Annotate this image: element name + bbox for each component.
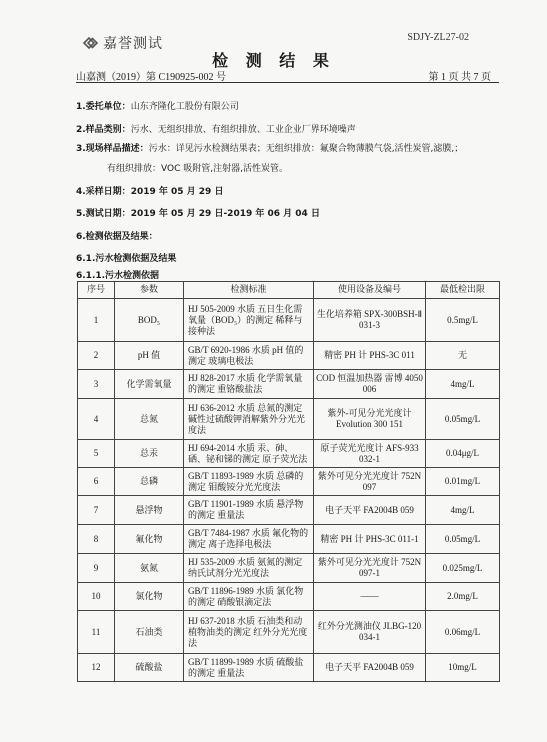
header-limit: 最低检出限 (426, 282, 500, 299)
client-value: 山东齐隆化工股份有限公司 (130, 102, 239, 112)
row-limit: 4mg/L (426, 370, 500, 399)
sampling-value: 2019 年 05 月 29 日 (130, 187, 224, 197)
row-no: 12 (78, 654, 115, 682)
row-no: 11 (78, 611, 115, 654)
row-param: 氟化物 (115, 525, 184, 554)
reference-line (76, 68, 499, 82)
table-row (78, 525, 500, 554)
description-value-1: 污水：详见污水检测结果表；无组织排放：氟聚合物薄膜气袋,活性炭管,滤膜,； (148, 144, 464, 154)
row-no: 3 (78, 370, 115, 399)
testing-value: 2019 年 05 月 29 日-2019 年 06 月 04 日 (130, 209, 320, 219)
wastewater-heading: 6.1.污水检测依据及结果 (76, 254, 177, 264)
basis-heading: 6.检测依据及结果： (76, 232, 158, 242)
header-method: 检测标准 (184, 282, 314, 299)
row-equipment: —— (314, 583, 426, 611)
row-method: HJ 636-2012 水质 总氮的测定 碱性过硫酸钾消解紫外分光光度法 (184, 399, 314, 440)
row-no: 7 (78, 496, 115, 525)
row-method: HJ 535-2009 水质 氨氮的测定 纳氏试剂分光光度法 (184, 554, 314, 583)
table-row (78, 496, 500, 525)
table-row (78, 468, 500, 496)
row-limit: 0.05mg/L (426, 399, 500, 440)
table-row (78, 611, 500, 654)
description-value-2: 有组织排放：VOC 吸附管,注射器,活性炭管。 (107, 164, 288, 174)
row-no: 8 (78, 525, 115, 554)
row-no: 4 (78, 399, 115, 440)
testing-date-line (76, 206, 320, 219)
header-rule (76, 82, 499, 83)
table-row (78, 554, 500, 583)
row-equipment: COD 恒温加热器 雷博 4050 006 (314, 370, 426, 399)
testing-label: 5.测试日期： (76, 209, 131, 219)
row-limit: 0.06mg/L (426, 611, 500, 654)
report-reference: 山嘉测（2019）第 C190925-002 号 (76, 72, 226, 83)
row-param: 化学需氧量 (115, 370, 184, 399)
header-param: 参数 (115, 282, 184, 299)
sampling-label: 4.采样日期： (76, 187, 131, 197)
category-line (76, 122, 356, 135)
row-no: 9 (78, 554, 115, 583)
description-label: 3.现场样品描述： (76, 144, 149, 154)
row-equipment: 电子天平 FA2004B 059 (314, 496, 426, 525)
row-param: 总磷 (115, 468, 184, 496)
row-equipment: 紫外-可见分光光度计 Evolution 300 151 (314, 399, 426, 440)
header-no: 序号 (78, 282, 115, 299)
client-label: 1.委托单位： (76, 102, 131, 112)
row-equipment: 原子荧光光度计 AFS-933 032-1 (314, 440, 426, 468)
row-equipment: 紫外可见分光光度计 752N 097 (314, 468, 426, 496)
row-no: 1 (78, 299, 115, 342)
row-method: GB/T 6920-1986 水质 pH 值的测定 玻璃电极法 (184, 342, 314, 370)
header-equipment: 使用设备及编号 (314, 282, 426, 299)
client-line (76, 99, 239, 112)
row-limit: 0.05mg/L (426, 525, 500, 554)
row-equipment: 生化培养箱 SPX-300BSH-Ⅱ 031-3 (314, 299, 426, 342)
row-limit: 0.5mg/L (426, 299, 500, 342)
row-method: GB/T 11899-1989 水质 硫酸盐的测定 重量法 (184, 654, 314, 682)
row-method: GB/T 11896-1989 水质 氯化物的测定 硝酸银滴定法 (184, 583, 314, 611)
table-row (78, 583, 500, 611)
logo-text: 嘉誉测试 (103, 36, 163, 52)
wastewater-basis-heading: 6.1.1.污水检测依据 (76, 271, 160, 281)
row-param: 硫酸盐 (115, 654, 184, 682)
row-limit: 0.04μg/L (426, 440, 500, 468)
row-param: 悬浮物 (115, 496, 184, 525)
row-method: HJ 637-2018 水质 石油类和动植物油类的测定 红外分光光度法 (184, 611, 314, 654)
table-row (78, 654, 500, 682)
row-param: 总氮 (115, 399, 184, 440)
row-no: 6 (78, 468, 115, 496)
row-method: GB/T 11893-1989 水质 总磷的测定 钼酸铵分光光度法 (184, 468, 314, 496)
row-no: 10 (78, 583, 115, 611)
row-no: 5 (78, 440, 115, 468)
row-limit: 2.0mg/L (426, 583, 500, 611)
sampling-date-line (76, 184, 223, 197)
page-info: 第 1 页 共 7 页 (428, 72, 491, 83)
row-equipment: 紫外可见分光光度计 752N 097-1 (314, 554, 426, 583)
row-limit: 无 (426, 342, 500, 370)
table-row (78, 299, 500, 342)
row-method: GB/T 7484-1987 水质 氟化物的测定 离子选择电极法 (184, 525, 314, 554)
document-number: SDJY-ZL27-02 (407, 32, 469, 43)
row-method: HJ 828-2017 水质 化学需氧量的测定 重铬酸盐法 (184, 370, 314, 399)
standards-table (77, 281, 500, 682)
table-row (78, 370, 500, 399)
description-line (76, 141, 463, 154)
table-row (78, 399, 500, 440)
row-no: 2 (78, 342, 115, 370)
description-line-2 (107, 161, 288, 174)
row-param: 氯化物 (115, 583, 184, 611)
row-limit: 0.01mg/L (426, 468, 500, 496)
row-equipment: 精密 PH 计 PHS-3C 011-1 (314, 525, 426, 554)
row-method: HJ 694-2014 水质 汞、砷、硒、铋和锑的测定 原子荧光法 (184, 440, 314, 468)
table-header-row (78, 282, 500, 299)
category-label: 2.样品类别： (76, 125, 131, 135)
table-row (78, 342, 500, 370)
row-equipment: 红外分光测油仪 JLBG-120 034-1 (314, 611, 426, 654)
row-param: BOD₅ (115, 299, 184, 342)
row-param: pH 值 (115, 342, 184, 370)
row-limit: 4mg/L (426, 496, 500, 525)
row-param: 总汞 (115, 440, 184, 468)
page-title: 检 测 结 果 (212, 51, 335, 70)
category-value: 污水、无组织排放、有组织排放、工业企业厂界环境噪声 (130, 125, 356, 135)
table-row (78, 440, 500, 468)
row-param: 石油类 (115, 611, 184, 654)
row-param: 氨氮 (115, 554, 184, 583)
row-equipment: 电子天平 FA2004B 059 (314, 654, 426, 682)
row-method: GB/T 11901-1989 水质 悬浮物的测定 重量法 (184, 496, 314, 525)
row-method: HJ 505-2009 水质 五日生化需氧量（BOD₅）的测定 稀释与接种法 (184, 299, 314, 342)
row-limit: 10mg/L (426, 654, 500, 682)
row-limit: 0.025mg/L (426, 554, 500, 583)
row-equipment: 精密 PH 计 PHS-3C 011 (314, 342, 426, 370)
